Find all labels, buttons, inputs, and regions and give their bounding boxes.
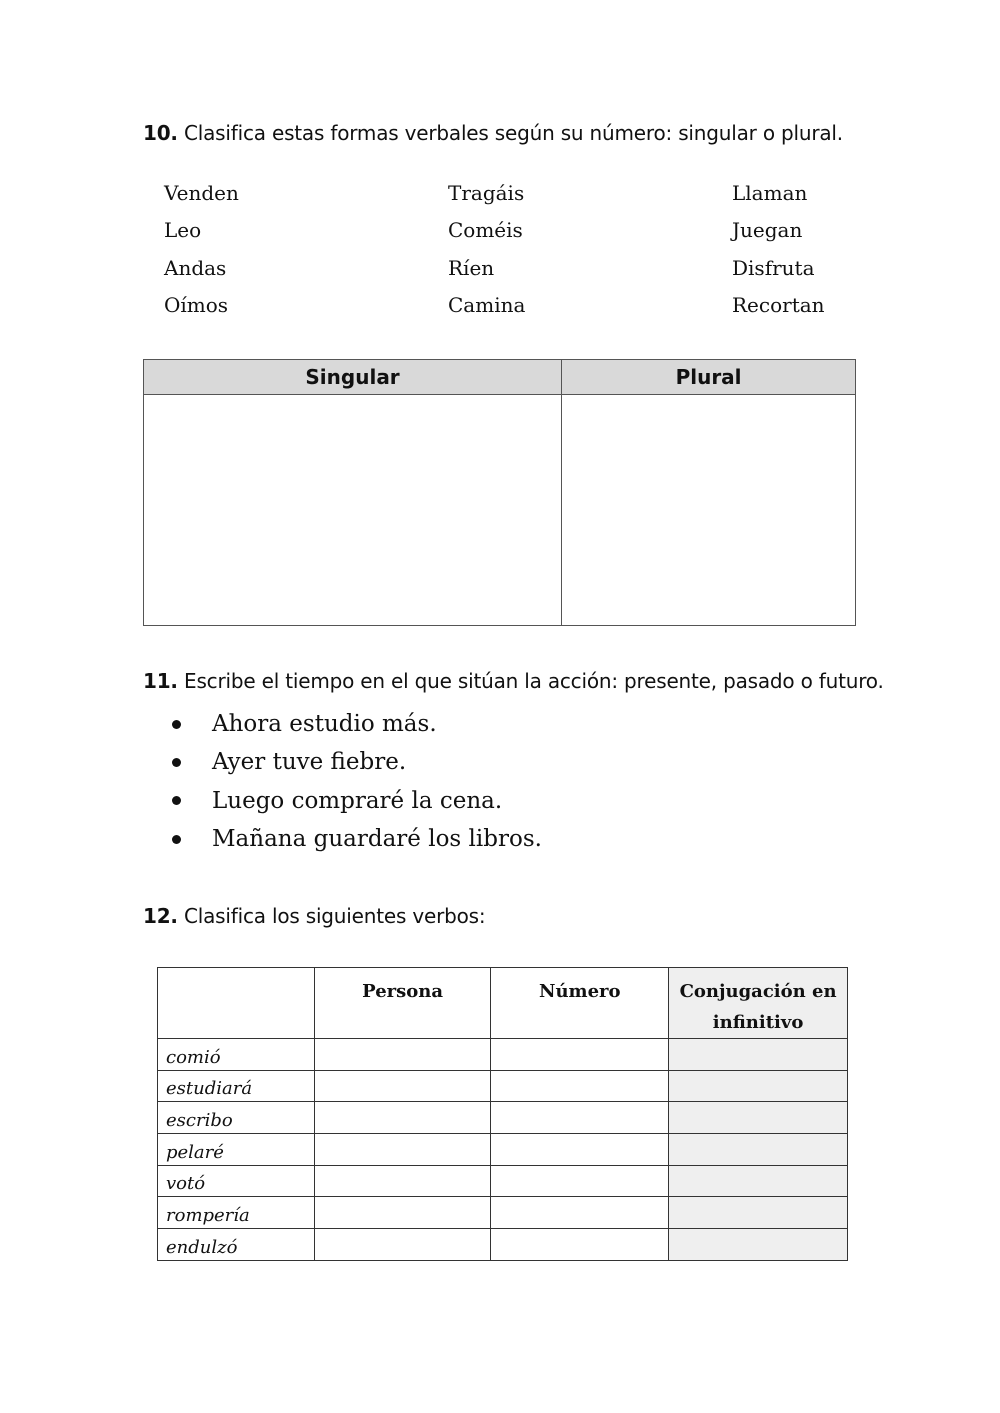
word-item: Andas	[164, 255, 227, 280]
infinitivo-cell[interactable]	[669, 1229, 848, 1261]
verb-cell: endulzó	[158, 1229, 315, 1261]
persona-cell[interactable]	[314, 1102, 491, 1134]
verb-cell: pelaré	[158, 1134, 315, 1166]
singular-plural-table	[143, 359, 856, 626]
singular-header: Singular	[144, 360, 562, 395]
verb-cell: escribo	[158, 1102, 315, 1134]
sentence-text: Ahora estudio más.	[212, 711, 437, 738]
word-item: Disfruta	[732, 255, 815, 280]
infinitivo-cell[interactable]	[669, 1070, 848, 1102]
list-item	[170, 705, 542, 743]
word-item: Camina	[448, 292, 526, 317]
table-row	[158, 1165, 848, 1197]
word-item: Juegan	[732, 218, 803, 243]
word-item: Venden	[164, 181, 239, 205]
verb-cell: votó	[158, 1165, 315, 1197]
list-item	[170, 743, 542, 781]
verb-classification-table	[157, 967, 848, 1261]
question-10-heading	[143, 121, 843, 145]
infinitivo-cell[interactable]	[669, 1039, 848, 1071]
bullet-icon	[172, 758, 181, 767]
list-item	[170, 782, 542, 820]
infinitivo-header: Conjugación en infinitivo	[669, 968, 848, 1039]
bullet-icon	[172, 796, 181, 805]
word-item: Recortan	[732, 292, 825, 317]
verb-header	[158, 968, 315, 1039]
word-item: Coméis	[448, 218, 523, 243]
table-row	[158, 1070, 848, 1102]
question-11-text: Escribe el tiempo en el que sitúan la acción: presente, pasado o futuro.	[177, 669, 884, 693]
verb-cell: estudiará	[158, 1070, 315, 1102]
numero-cell[interactable]	[491, 1165, 669, 1197]
plural-header: Plural	[562, 360, 856, 395]
numero-cell[interactable]	[491, 1102, 669, 1134]
question-12-heading	[143, 904, 485, 928]
sentence-text: Mañana guardaré los libros.	[212, 826, 542, 853]
table-row	[158, 1102, 848, 1134]
numero-cell[interactable]	[491, 1197, 669, 1229]
verb-cell: rompería	[158, 1197, 315, 1229]
persona-header: Persona	[314, 968, 491, 1039]
infinitivo-cell[interactable]	[669, 1134, 848, 1166]
persona-cell[interactable]	[314, 1165, 491, 1197]
persona-cell[interactable]	[314, 1039, 491, 1071]
word-column-2	[448, 178, 525, 327]
singular-answer-cell[interactable]	[144, 395, 562, 626]
numero-cell[interactable]	[491, 1134, 669, 1166]
word-column-3	[732, 178, 825, 327]
persona-cell[interactable]	[314, 1229, 491, 1261]
question-12-number: 12.	[143, 904, 178, 928]
numero-header: Número	[491, 968, 669, 1039]
table-row	[158, 1134, 848, 1166]
persona-cell[interactable]	[314, 1134, 491, 1166]
sentence-text: Luego compraré la cena.	[212, 787, 503, 814]
question-10-number: 10.	[143, 121, 178, 145]
table-row	[158, 1229, 848, 1261]
word-item: Ríen	[448, 255, 495, 280]
numero-cell[interactable]	[491, 1039, 669, 1071]
word-column-1	[164, 178, 239, 327]
bullet-icon	[172, 835, 181, 844]
verb-cell: comió	[158, 1039, 315, 1071]
sentence-list	[170, 705, 542, 858]
infinitivo-cell[interactable]	[669, 1197, 848, 1229]
infinitivo-cell[interactable]	[669, 1165, 848, 1197]
verb-word-list	[164, 178, 864, 328]
table-row	[158, 1039, 848, 1071]
bullet-icon	[172, 720, 181, 729]
list-item	[170, 820, 542, 858]
persona-cell[interactable]	[314, 1070, 491, 1102]
numero-cell[interactable]	[491, 1229, 669, 1261]
question-11-heading	[143, 669, 884, 693]
plural-answer-cell[interactable]	[562, 395, 856, 626]
word-item: Oímos	[164, 292, 229, 317]
table-row	[158, 1197, 848, 1229]
persona-cell[interactable]	[314, 1197, 491, 1229]
numero-cell[interactable]	[491, 1070, 669, 1102]
question-11-number: 11.	[143, 669, 178, 693]
word-item: Leo	[164, 218, 202, 243]
infinitivo-cell[interactable]	[669, 1102, 848, 1134]
question-12-text: Clasifica los siguientes verbos:	[177, 904, 486, 928]
word-item: Llaman	[732, 181, 808, 205]
sentence-text: Ayer tuve fiebre.	[212, 749, 407, 776]
word-item: Tragáis	[448, 181, 525, 205]
question-10-text: Clasifica estas formas verbales según su número: singular o plural.	[177, 121, 843, 145]
